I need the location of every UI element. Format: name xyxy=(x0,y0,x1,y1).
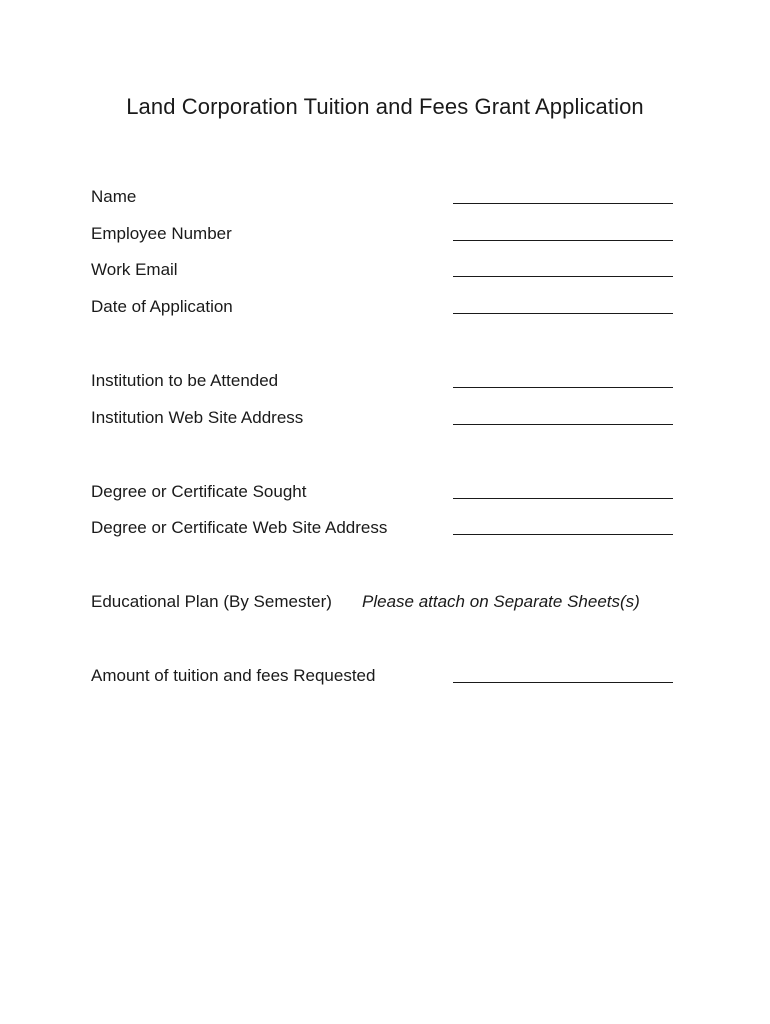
employee-number-row xyxy=(91,222,673,246)
educational-plan-row xyxy=(91,590,673,614)
institution-field[interactable] xyxy=(453,387,673,388)
amount-requested-label: Amount of tuition and fees Requested xyxy=(91,666,376,685)
name-field[interactable] xyxy=(453,203,673,204)
degree-field[interactable] xyxy=(453,498,673,499)
name-label: Name xyxy=(91,187,137,206)
page-title: Land Corporation Tuition and Fees Grant Application xyxy=(126,94,644,119)
degree-row xyxy=(91,480,673,504)
date-of-application-row xyxy=(91,295,673,319)
degree-web-label: Degree or Certificate Web Site Address xyxy=(91,518,388,537)
work-email-label: Work Email xyxy=(91,260,178,279)
institution-web-label: Institution Web Site Address xyxy=(91,408,304,427)
degree-label: Degree or Certificate Sought xyxy=(91,482,307,501)
educational-plan-note: Please attach on Separate Sheets(s) xyxy=(362,592,640,611)
institution-web-field[interactable] xyxy=(453,424,673,425)
date-of-application-label: Date of Application xyxy=(91,297,233,316)
work-email-row xyxy=(91,258,673,282)
institution-row xyxy=(91,369,673,393)
educational-plan-label: Educational Plan (By Semester) xyxy=(91,592,332,611)
degree-web-row xyxy=(91,516,673,540)
amount-requested-field[interactable] xyxy=(453,682,673,683)
employee-number-field[interactable] xyxy=(453,240,673,241)
degree-web-field[interactable] xyxy=(453,534,673,535)
institution-label: Institution to be Attended xyxy=(91,371,279,390)
employee-number-label: Employee Number xyxy=(91,224,232,243)
date-of-application-field[interactable] xyxy=(453,313,673,314)
amount-requested-row xyxy=(91,664,673,688)
work-email-field[interactable] xyxy=(453,276,673,277)
name-row xyxy=(91,185,673,209)
institution-web-row xyxy=(91,406,673,430)
